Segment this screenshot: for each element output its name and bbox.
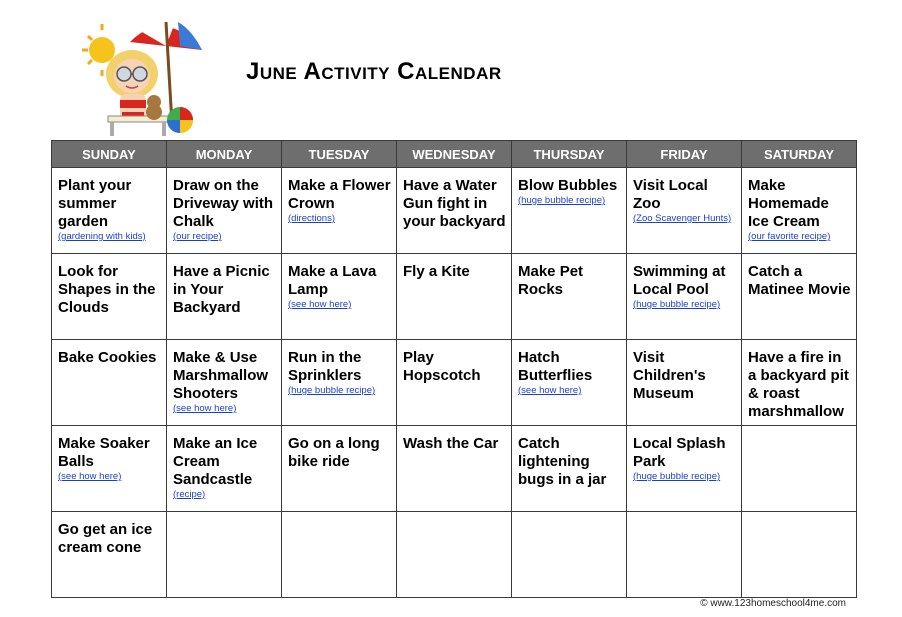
calendar-cell — [282, 512, 397, 598]
week-row — [52, 254, 857, 340]
calendar-cell — [512, 254, 627, 340]
activity-link[interactable]: (recipe) — [173, 489, 206, 500]
calendar-cell — [397, 426, 512, 512]
calendar-cell — [512, 168, 627, 254]
activity-text: Make a Flower Crown — [288, 177, 391, 212]
activity-text: Run in the Sprinklers — [288, 349, 362, 384]
calendar-cell — [512, 426, 627, 512]
activity-link[interactable]: (our favorite recipe) — [748, 231, 831, 242]
calendar-cell — [742, 168, 857, 254]
calendar-cell — [627, 168, 742, 254]
day-header: TUESDAY — [282, 141, 397, 168]
activity-link[interactable]: (see how here) — [173, 403, 237, 414]
activity-link[interactable]: (see how here) — [288, 299, 352, 310]
calendar-cell — [512, 512, 627, 598]
calendar-cell — [397, 254, 512, 340]
day-header: WEDNESDAY — [397, 141, 512, 168]
activity-text: Plant your summer garden — [58, 177, 132, 230]
calendar-cell — [742, 254, 857, 340]
calendar-cell — [52, 168, 167, 254]
calendar-cell — [742, 340, 857, 426]
activity-text: Fly a Kite — [403, 263, 470, 280]
calendar-cell — [167, 426, 282, 512]
calendar-cell — [397, 340, 512, 426]
activity-text: Make & Use Marshmallow Shooters — [173, 349, 269, 402]
activity-text: Make a Lava Lamp — [288, 263, 377, 298]
calendar-cell — [512, 340, 627, 426]
week-row — [52, 426, 857, 512]
calendar-cell — [52, 254, 167, 340]
calendar-cell — [397, 168, 512, 254]
activity-link[interactable]: (see how here) — [58, 471, 122, 482]
activity-text: Visit Children's Museum — [633, 349, 706, 402]
copyright-footer: © www.123homeschool4me.com — [700, 598, 846, 609]
activity-link[interactable]: (our recipe) — [173, 231, 222, 242]
calendar-cell — [167, 168, 282, 254]
activity-text: Make an Ice Cream Sandcastle — [173, 435, 258, 488]
activity-text: Catch a Matinee Movie — [748, 263, 851, 298]
day-header: SUNDAY — [52, 141, 167, 168]
activity-text: Visit Local Zoo — [633, 177, 708, 212]
activity-link[interactable]: (huge bubble recipe) — [518, 195, 606, 206]
calendar-cell — [167, 254, 282, 340]
calendar-cell — [282, 254, 397, 340]
activity-link[interactable]: (Zoo Scavenger Hunts) — [633, 213, 732, 224]
calendar-cell — [627, 426, 742, 512]
day-header: MONDAY — [167, 141, 282, 168]
activity-text: Catch lightening bugs in a jar — [518, 435, 607, 488]
activity-text: Local Splash Park — [633, 435, 726, 470]
activity-text: Make Pet Rocks — [518, 263, 584, 298]
activity-text: Swimming at Local Pool — [633, 263, 726, 298]
activity-text: Make Soaker Balls — [58, 435, 150, 470]
activity-text: Have a Picnic in Your Backyard — [173, 263, 270, 316]
day-header: SATURDAY — [742, 141, 857, 168]
activity-text: Hatch Butterflies — [518, 349, 593, 384]
day-header-row — [52, 141, 857, 168]
calendar-cell — [52, 426, 167, 512]
calendar-cell — [52, 340, 167, 426]
day-header: THURSDAY — [512, 141, 627, 168]
activity-text: Go get an ice cream cone — [58, 521, 153, 556]
calendar-cell — [627, 512, 742, 598]
activity-link[interactable]: (see how here) — [518, 385, 582, 396]
calendar-cell — [627, 340, 742, 426]
week-row — [52, 340, 857, 426]
activity-text: Blow Bubbles — [518, 177, 618, 194]
calendar-cell — [167, 340, 282, 426]
calendar-cell — [282, 168, 397, 254]
activity-text: Have a fire in a backyard pit & roast marshmallow — [748, 349, 849, 420]
activity-link[interactable]: (huge bubble recipe) — [633, 471, 721, 482]
activity-text: Bake Cookies — [58, 349, 157, 366]
activity-text: Have a Water Gun fight in your backyard — [403, 177, 506, 230]
activity-text: Make Homemade Ice Cream — [748, 177, 829, 230]
calendar-cell — [52, 512, 167, 598]
calendar-cell — [282, 426, 397, 512]
activity-text: Look for Shapes in the Clouds — [58, 263, 156, 316]
calendar-cell — [282, 340, 397, 426]
day-header: FRIDAY — [627, 141, 742, 168]
activity-text: Go on a long bike ride — [288, 435, 380, 470]
week-row — [52, 168, 857, 254]
beach-ball-icon — [167, 107, 193, 133]
page-title: June Activity Calendar — [246, 58, 502, 85]
activity-text: Play Hopscotch — [403, 349, 481, 384]
activity-text: Draw on the Driveway with Chalk — [173, 177, 274, 230]
activity-text: Wash the Car — [403, 435, 499, 452]
calendar-cell — [167, 512, 282, 598]
activity-calendar — [51, 140, 857, 598]
calendar-cell — [742, 426, 857, 512]
week-row — [52, 512, 857, 598]
calendar-cell — [397, 512, 512, 598]
girl-beach-umbrella-clipart — [80, 12, 205, 137]
calendar-cell — [742, 512, 857, 598]
activity-link[interactable]: (huge bubble recipe) — [288, 385, 376, 396]
calendar-cell — [627, 254, 742, 340]
activity-link[interactable]: (directions) — [288, 213, 335, 224]
activity-link[interactable]: (gardening with kids) — [58, 231, 146, 242]
activity-link[interactable]: (huge bubble recipe) — [633, 299, 721, 310]
